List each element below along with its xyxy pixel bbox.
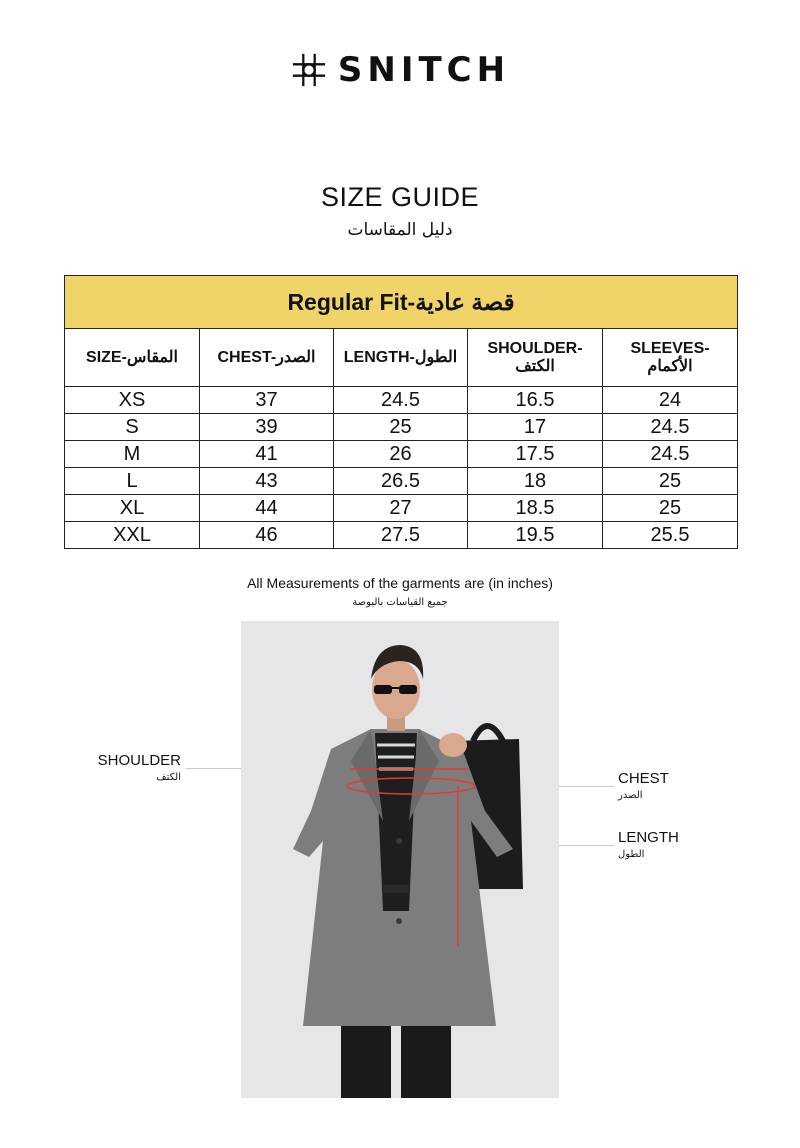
header-shoulder: SHOULDER- الكتف [468, 329, 603, 387]
table-cell: 24.5 [603, 414, 738, 441]
measurement-note-arabic: جميع القياسات بالبوصة [352, 597, 448, 608]
chest-label: CHEST الصدر [618, 770, 669, 801]
table-cell: 27 [334, 495, 468, 522]
page-title: SIZE GUIDE [320, 182, 480, 212]
header-sleeves: SLEEVES- الأكمام [603, 329, 738, 387]
table-row [65, 441, 738, 468]
header-size: SIZE-المقاس [65, 329, 200, 387]
table-cell: 24 [603, 387, 738, 414]
table-row [65, 414, 738, 441]
table-row [65, 522, 738, 549]
table-cell: 25 [603, 495, 738, 522]
table-cell: 24.5 [334, 387, 468, 414]
table-cell: XXL [65, 522, 200, 549]
brand-logo [0, 50, 800, 90]
table-cell: 17.5 [468, 441, 603, 468]
fit-header: Regular Fit-قصة عادية [65, 276, 738, 329]
table-cell: XS [65, 387, 200, 414]
table-cell: 25.5 [603, 522, 738, 549]
table-cell: 41 [200, 441, 334, 468]
table-cell: 43 [200, 468, 334, 495]
table-cell: XL [65, 495, 200, 522]
shoulder-label: SHOULDER الكتف [97, 752, 181, 783]
table-row [65, 468, 738, 495]
table-cell: 26 [334, 441, 468, 468]
length-label: LENGTH الطول [618, 829, 679, 860]
table-cell: 17 [468, 414, 603, 441]
model-coat-photo [241, 621, 559, 1098]
brand-name: SNITCH [337, 50, 511, 90]
table-cell: 25 [603, 468, 738, 495]
table-cell: 16.5 [468, 387, 603, 414]
header-length: LENGTH-الطول [334, 329, 468, 387]
table-cell: 39 [200, 414, 334, 441]
table-cell: S [65, 414, 200, 441]
hash-knot-icon [290, 51, 328, 89]
table-row [65, 495, 738, 522]
table-cell: 27.5 [334, 522, 468, 549]
table-cell: 18 [468, 468, 603, 495]
table-cell: L [65, 468, 200, 495]
table-cell: 46 [200, 522, 334, 549]
table-cell: M [65, 441, 200, 468]
table-cell: 44 [200, 495, 334, 522]
size-table [64, 275, 738, 549]
table-cell: 24.5 [603, 441, 738, 468]
table-cell: 25 [334, 414, 468, 441]
table-cell: 26.5 [334, 468, 468, 495]
table-cell: 18.5 [468, 495, 603, 522]
table-cell: 37 [200, 387, 334, 414]
page-title-arabic: دليل المقاسات [347, 220, 453, 240]
measurement-note: All Measurements of the garments are (in inches) [247, 575, 553, 591]
header-chest: CHEST-الصدر [200, 329, 334, 387]
table-cell: 19.5 [468, 522, 603, 549]
table-row [65, 387, 738, 414]
